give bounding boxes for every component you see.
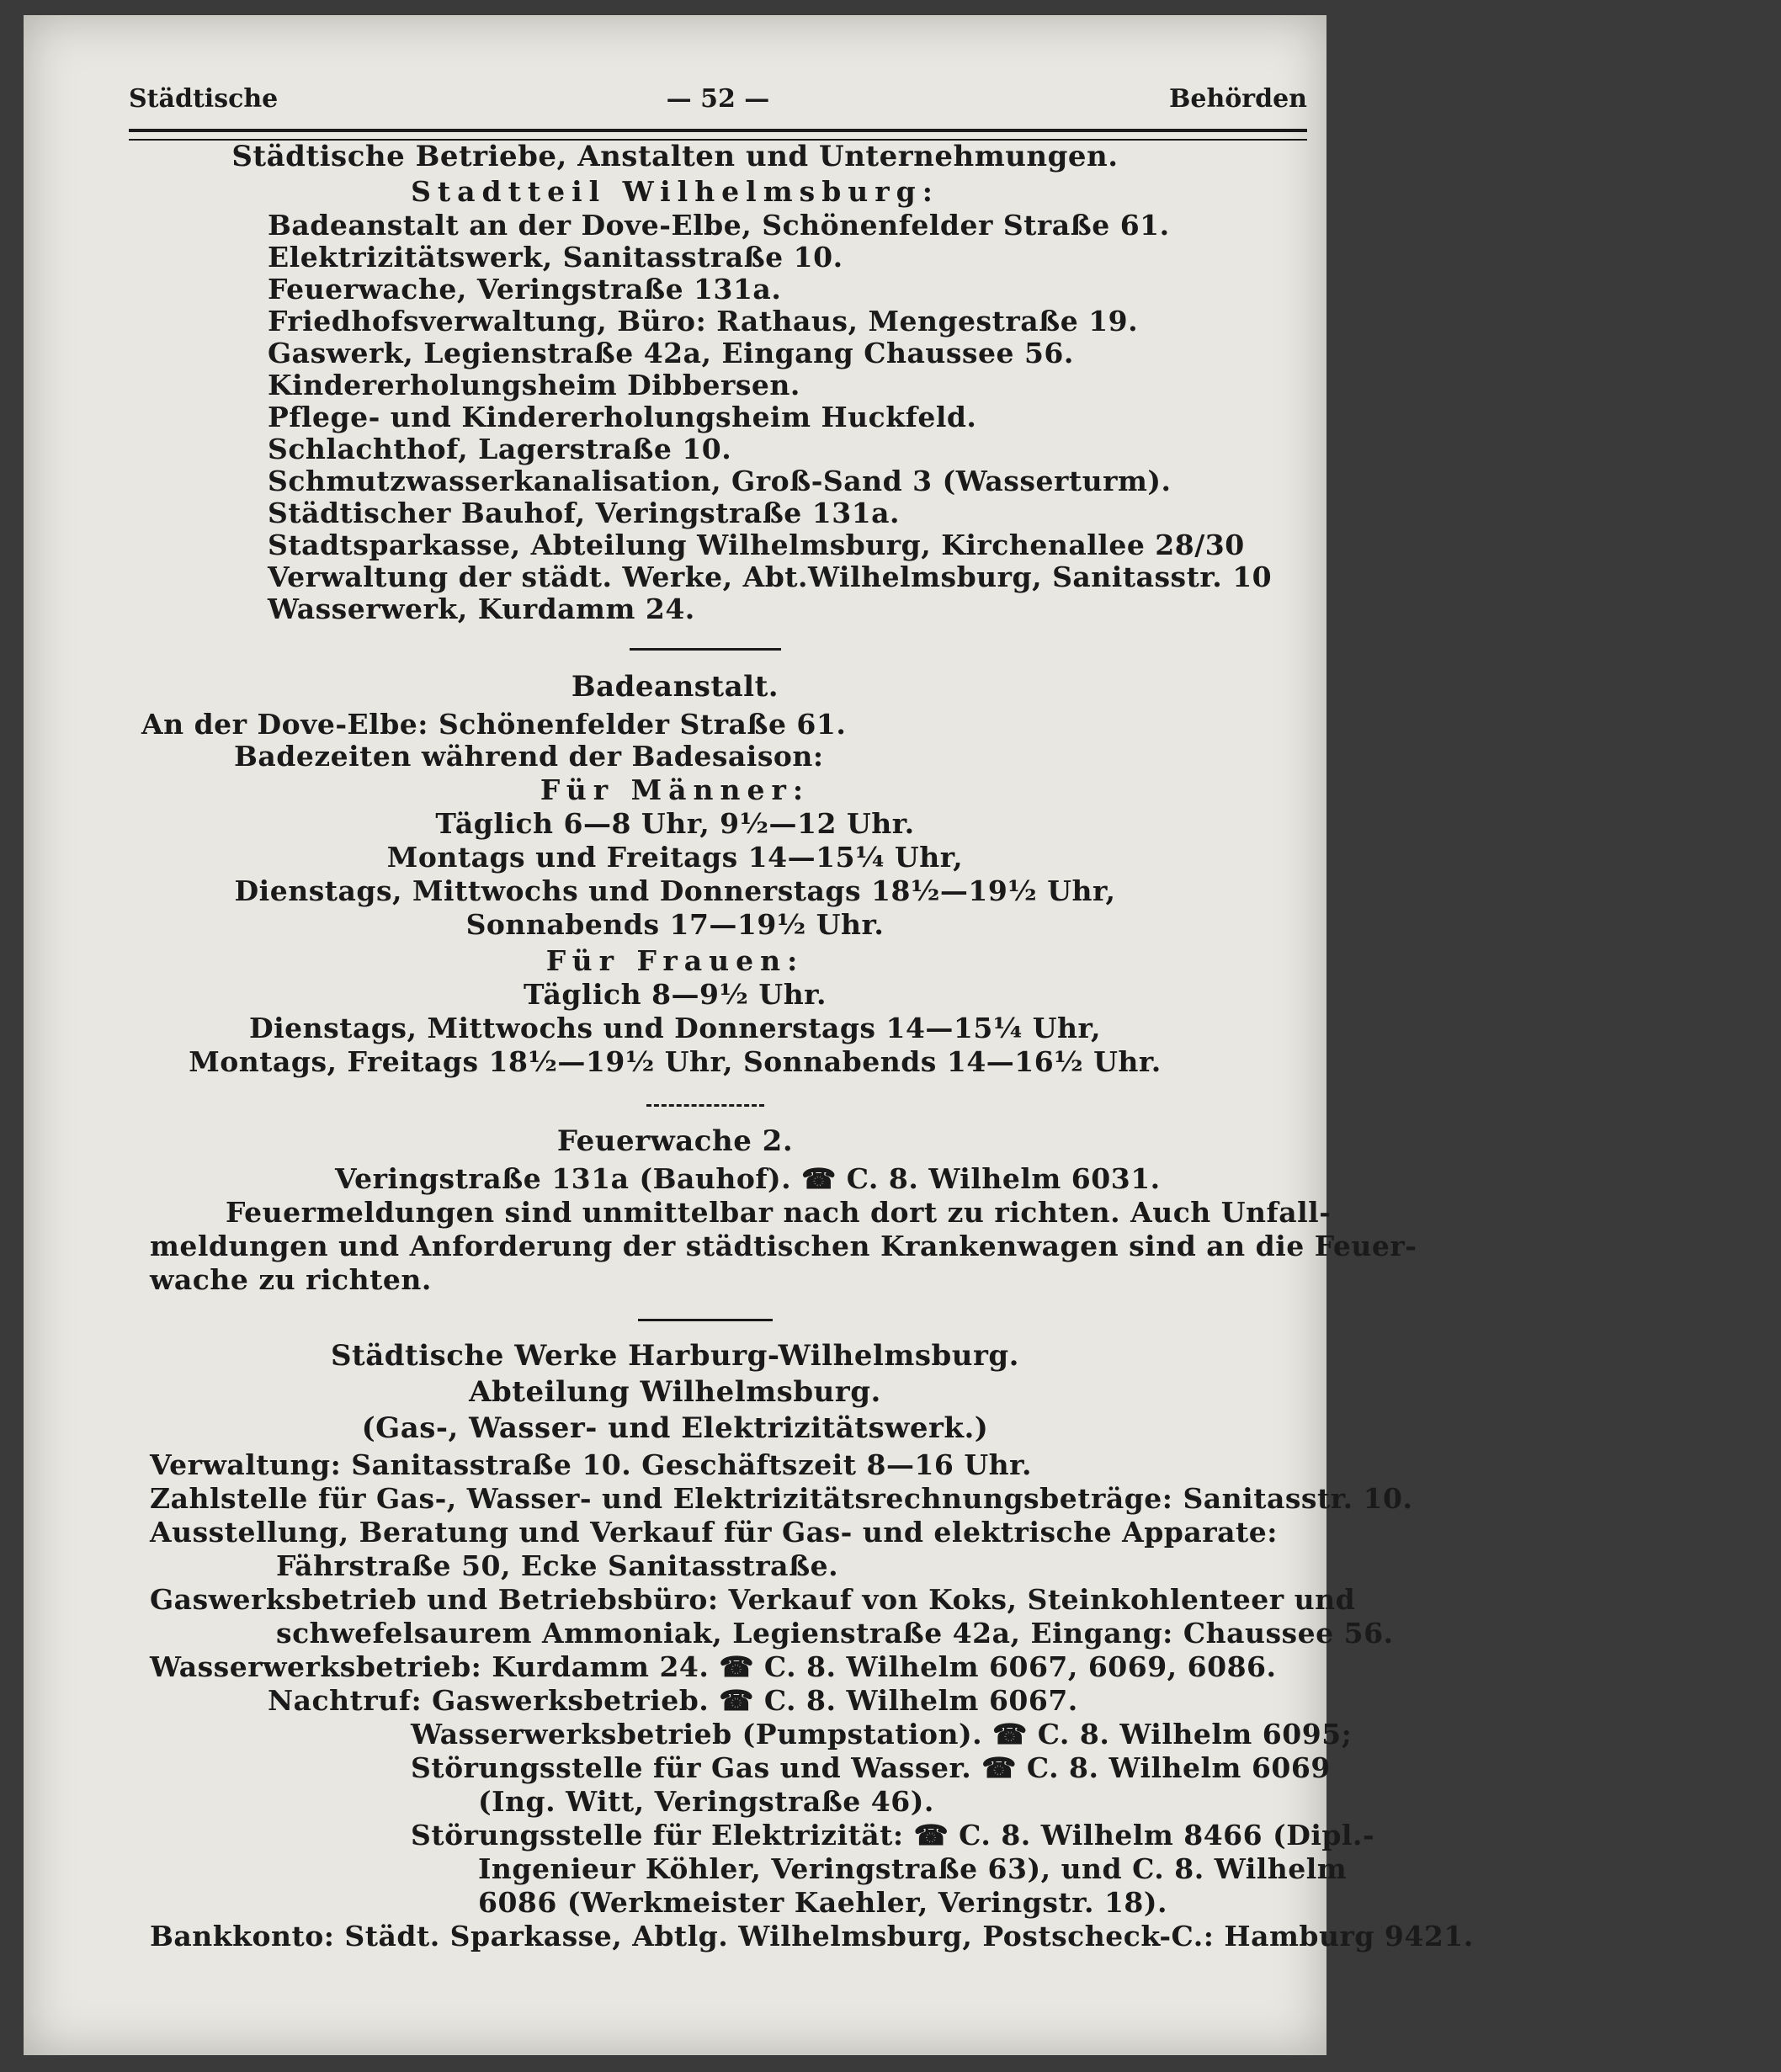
section4-title: Städtische Werke Harburg-Wilhelmsburg. <box>330 1339 1020 1373</box>
section-divider <box>630 648 781 651</box>
section1-item: Kindererholungsheim Dibbersen. <box>268 369 800 401</box>
header-rule <box>129 129 1307 141</box>
section3-text: Feuermeldungen sind unmittelbar nach dort zu richten. Auch Unfall- <box>226 1196 1332 1229</box>
section4-line: Ausstellung, Beratung und Verkauf für Gas- und elektrische Apparate: <box>150 1516 1278 1549</box>
section3-text: meldungen und Anforderung der städtischen Krankenwagen sind an die Feuer- <box>150 1230 1417 1262</box>
section2-intro: Badezeiten während der Badesaison: <box>234 740 824 773</box>
section1-item: Verwaltung der städt. Werke, Abt.Wilhelmsburg, Sanitasstr. 10 <box>268 561 1273 593</box>
section3-text: wache zu richten. <box>150 1263 432 1296</box>
page-number: — 52 — <box>666 84 770 114</box>
section4-subtitle2: (Gas-, Wasser- und Elektrizitätswerk.) <box>361 1411 989 1445</box>
section4-line: Gaswerksbetrieb und Betriebsbüro: Verkauf von Koks, Steinkohlenteer und <box>150 1583 1356 1616</box>
section1-item: Pflege- und Kindererholungsheim Huckfeld. <box>268 401 977 433</box>
section4-line: schwefelsaurem Ammoniak, Legienstraße 42a, Eingang: Chaussee 56. <box>276 1617 1394 1650</box>
section1-title: Städtische Betriebe, Anstalten und Unternehmungen. <box>231 140 1119 173</box>
section3-title: Feuerwache 2. <box>556 1124 794 1158</box>
men-line: Montags und Freitags 14—15¼ Uhr, <box>386 841 964 874</box>
section2-address: An der Dove-Elbe: Schönenfelder Straße 61. <box>141 708 847 741</box>
page-header <box>129 72 1307 123</box>
section1-item: Gaswerk, Legienstraße 42a, Eingang Chaussee 56. <box>268 337 1074 369</box>
section4-line: Fährstraße 50, Ecke Sanitasstraße. <box>276 1549 839 1582</box>
men-label: Für Männer: <box>540 773 811 806</box>
section4-line: Ingenieur Köhler, Veringstraße 63), und C. 8. Wilhelm <box>478 1852 1348 1885</box>
section1-item: Städtischer Bauhof, Veringstraße 131a. <box>268 497 901 529</box>
document-page <box>24 15 1474 2055</box>
men-line: Täglich 6—8 Uhr, 9½—12 Uhr. <box>435 807 915 840</box>
section4-line: Störungsstelle für Elektrizität: ☎ C. 8. Wilhelm 8466 (Dipl.- <box>411 1819 1375 1852</box>
section4-line: Bankkonto: Städt. Sparkasse, Abtlg. Wilhelmsburg, Postscheck-C.: Hamburg 9421. <box>150 1920 1474 1952</box>
men-line: Sonnabends 17—19½ Uhr. <box>465 908 885 941</box>
men-line: Dienstags, Mittwochs und Donnerstags 18½—19½ Uhr, <box>234 874 1116 907</box>
section1-item: Wasserwerk, Kurdamm 24. <box>268 592 695 625</box>
section4-subtitle: Abteilung Wilhelmsburg. <box>469 1375 881 1409</box>
section-divider <box>646 1104 764 1107</box>
section4-line: 6086 (Werkmeister Kaehler, Veringstr. 18). <box>478 1886 1167 1919</box>
header-right: Behörden <box>1169 84 1307 114</box>
section1-item: Stadtsparkasse, Abteilung Wilhelmsburg, Kirchenallee 28/30 <box>268 529 1245 561</box>
section1-item: Friedhofsverwaltung, Büro: Rathaus, Mengestraße 19. <box>268 305 1139 337</box>
section4-line: Wasserwerksbetrieb: Kurdamm 24. ☎ C. 8. Wilhelm 6067, 6069, 6086. <box>150 1650 1277 1683</box>
section1-item: Elektrizitätswerk, Sanitasstraße 10. <box>268 241 843 274</box>
section4-line: Zahlstelle für Gas-, Wasser- und Elektrizitätsrechnungsbeträge: Sanitasstr. 10. <box>150 1482 1413 1515</box>
section1-item: Schlachthof, Lagerstraße 10. <box>268 433 732 465</box>
section1-item: Feuerwache, Veringstraße 131a. <box>268 273 782 305</box>
section1-item: Badeanstalt an der Dove-Elbe, Schönenfelder Straße 61. <box>268 209 1170 242</box>
header-left: Städtische <box>129 84 279 114</box>
section3-address: Veringstraße 131a (Bauhof). ☎ C. 8. Wilhelm 6031. <box>335 1162 1161 1195</box>
women-line: Dienstags, Mittwochs und Donnerstags 14—15¼ Uhr, <box>249 1012 1101 1044</box>
women-line: Montags, Freitags 18½—19½ Uhr, Sonnabends 14—16½ Uhr. <box>189 1045 1162 1078</box>
section2-title: Badeanstalt. <box>571 670 779 704</box>
section4-line: (Ing. Witt, Veringstraße 46). <box>478 1785 934 1818</box>
section4-line: Verwaltung: Sanitasstraße 10. Geschäftszeit 8—16 Uhr. <box>150 1448 1032 1481</box>
section4-line: Wasserwerksbetrieb (Pumpstation). ☎ C. 8. Wilhelm 6095; <box>411 1718 1353 1751</box>
section4-line: Störungsstelle für Gas und Wasser. ☎ C. 8. Wilhelm 6069 <box>411 1751 1331 1784</box>
section1-subtitle: Stadtteil Wilhelmsburg: <box>411 175 939 208</box>
women-line: Täglich 8—9½ Uhr. <box>523 978 827 1011</box>
section4-line: Nachtruf: Gaswerksbetrieb. ☎ C. 8. Wilhelm 6067. <box>268 1684 1078 1717</box>
section1-item: Schmutzwasserkanalisation, Groß-Sand 3 (Wasserturm). <box>268 465 1172 497</box>
women-label: Für Frauen: <box>545 944 805 977</box>
section-divider <box>638 1319 773 1321</box>
